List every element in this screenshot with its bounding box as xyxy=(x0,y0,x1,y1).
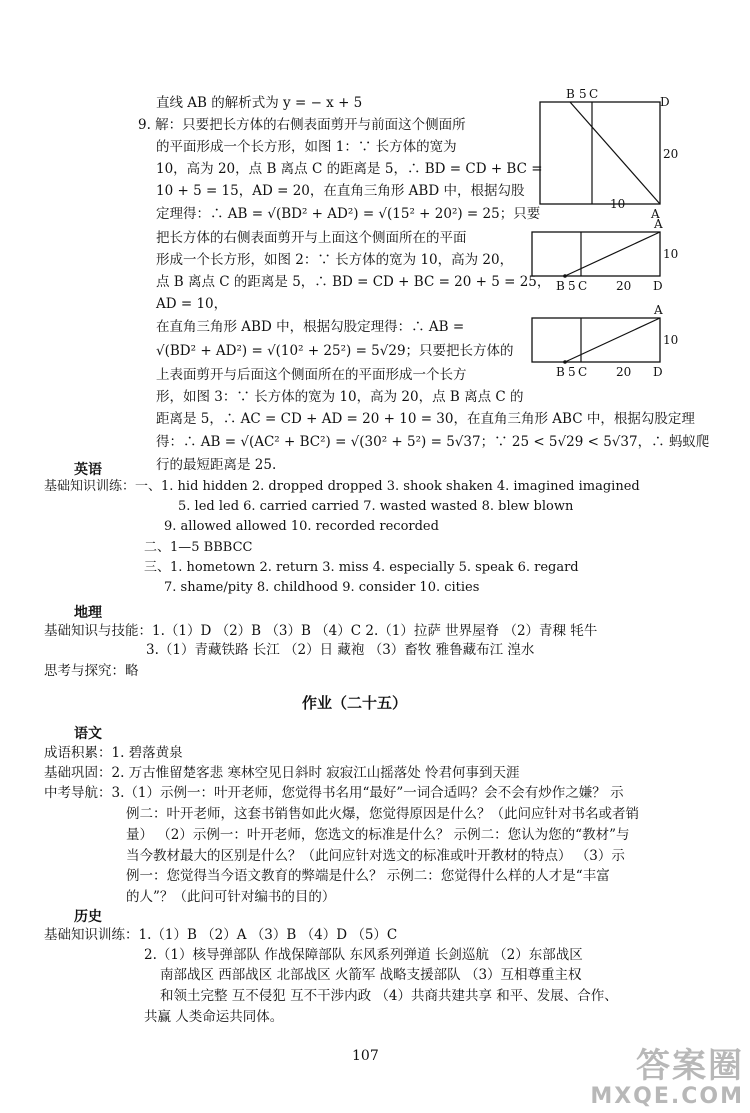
figure-3-svg xyxy=(530,303,680,384)
fig2-label-a: A xyxy=(654,217,663,231)
math-line-15: 得：∴ AB = √(AC² + BC²) = √(30² + 5²) = 5√37；∵ 25 < 5√29 < 5√37，∴ 蚂蚁爬 xyxy=(156,434,710,450)
math-line-14: 距离是 5，∴ AC = CD + AD = 20 + 10 = 30，在直角三角形 ABC 中，根据勾股定理 xyxy=(156,411,695,427)
math-line-1: 9. 解：只要把长方体的右侧表面剪开与前面这个侧面所 xyxy=(138,117,466,133)
chinese-line-2: 基础巩固：2. 万古惟留楚客悲 寒林空见日斜时 寂寂江山摇落处 怜君何事到天涯 xyxy=(44,765,520,781)
fig1-label-c: C xyxy=(589,87,599,101)
chinese-line-8: 的人”？（此问可针对编书的目的） xyxy=(126,889,336,905)
math-line-12: 上表面剪开与后面这个侧面所在的平面形成一个长方 xyxy=(156,367,467,383)
english-line-3: 9. allowed allowed 10. recorded recorded xyxy=(164,519,439,534)
history-line-5: 共赢 人类命运共同体。 xyxy=(144,1009,284,1025)
watermark-logo xyxy=(590,1048,744,1109)
math-line-3: 10，高为 20，点 B 离点 C 的距离是 5，∴ BD = CD + BC = xyxy=(156,161,543,177)
fig2-label-b: B xyxy=(556,279,565,293)
fig2-label-c: C xyxy=(578,279,588,293)
math-line-8: 点 B 离点 C 的距离是 5，∴ BD = CD + BC = 20 + 5 = 25， xyxy=(156,274,551,290)
chinese-line-1: 成语积累：1. 碧落黄泉 xyxy=(44,745,183,761)
math-line-0: 直线 AB 的解析式为 y = − x + 5 xyxy=(156,95,363,111)
fig3-label-5: 5 xyxy=(568,365,576,379)
history-line-3: 南部战区 西部战区 北部战区 火箭军 战略支援部队 （3）互相尊重主权 xyxy=(160,967,582,983)
fig3-label-10: 10 xyxy=(663,333,679,347)
watermark-text: 答案圈 xyxy=(636,1046,744,1086)
history-line-2: 2.（1）核导弹部队 作战保障部队 东风系列弹道 长剑巡航 （2）东部战区 xyxy=(144,947,583,963)
fig1-label-20: 20 xyxy=(663,147,679,161)
figure-2-svg xyxy=(530,218,680,296)
figure-3 xyxy=(530,303,680,384)
math-line-2: 的平面形成一个长方形，如图 1：∵ 长方体的宽为 xyxy=(156,139,457,155)
watermark-url: MXQE.COM xyxy=(590,1084,744,1109)
fig1-label-10: 10 xyxy=(610,197,626,211)
math-line-4: 10 + 5 = 15，AD = 20，在直角三角形 ABD 中，根据勾股 xyxy=(156,183,525,199)
fig3-label-b: B xyxy=(556,365,565,379)
history-heading: 历史 xyxy=(74,909,102,925)
fig1-label-b: B xyxy=(566,87,575,101)
fig2-label-d: D xyxy=(653,279,663,293)
chinese-line-4: 例二：叶开老师，这套书销售如此火爆，您觉得原因是什么？（此问应针对书名或者销 xyxy=(126,806,639,822)
history-line-1: 基础知识训练：1.（1）B （2）A （3）B （4）D （5）C xyxy=(44,927,398,943)
math-line-6: 把长方体的右侧表面剪开与上面这个侧面所在的平面 xyxy=(156,230,467,246)
geography-line-3: 思考与探究：略 xyxy=(44,663,139,679)
english-heading: 英语 xyxy=(74,462,102,478)
chinese-line-7: 例一：您觉得当今语文教育的弊端是什么？ 示例二：您觉得什么样的人才是“丰富 xyxy=(126,868,610,884)
fig1-label-a: A xyxy=(651,207,660,221)
geography-line-1: 基础知识与技能：1.（1）D （2）B （3）B （4）C 2.（1）拉萨 世界屋脊 （2）青稞 牦牛 xyxy=(44,623,598,639)
english-line-4: 二、1—5 BBBCC xyxy=(144,540,253,555)
fig1-label-d: D xyxy=(660,95,670,109)
english-line-5: 三、1. hometown 2. return 3. miss 4. especially 5. speak 6. regard xyxy=(144,560,579,575)
figure-1 xyxy=(530,86,680,221)
history-line-4: 和领土完整 互不侵犯 互不干涉内政 （4）共商共建共享 和平、发展、合作、 xyxy=(160,988,618,1004)
geography-heading: 地理 xyxy=(74,605,102,621)
fig3-label-d: D xyxy=(653,365,663,379)
fig3-label-20: 20 xyxy=(616,365,632,379)
chinese-line-3: 中考导航：3.（1）示例一：叶开老师，您觉得书名用“最好”一词合适吗？会不会有炒作之嫌？ 示 xyxy=(44,785,624,801)
math-line-9: AD = 10， xyxy=(156,296,228,312)
math-line-11: √(BD² + AD²) = √(10² + 25²) = 5√29；只要把长方体的 xyxy=(156,343,514,359)
math-line-7: 形成一个长方形，如图 2：∵ 长方体的宽为 10，高为 20， xyxy=(156,252,514,268)
math-line-10: 在直角三角形 ABD 中，根据勾股定理得：∴ AB = xyxy=(156,319,465,335)
math-line-5: 定理得：∴ AB = √(BD² + AD²) = √(15² + 20²) = 25；只要 xyxy=(156,206,541,222)
fig2-label-10: 10 xyxy=(663,247,679,261)
english-line-1: 基础知识训练：一、1. hid hidden 2. dropped dropped 3. shook shaken 4. imagined imagined xyxy=(44,479,640,494)
fig3-label-a: A xyxy=(654,303,663,317)
chinese-heading: 语文 xyxy=(74,726,102,742)
fig2-label-5: 5 xyxy=(568,279,576,293)
chinese-line-6: 当今教材最大的区别是什么？（此问应针对选文的标准或叶开教材的特点） （3）示 xyxy=(126,848,625,864)
fig1-label-5: 5 xyxy=(579,87,587,101)
english-line-2: 5. led led 6. carried carried 7. wasted wasted 8. blew blown xyxy=(178,499,574,514)
figure-1-svg xyxy=(530,86,680,221)
fig3-label-c: C xyxy=(578,365,588,379)
section-title: 作业（二十五） xyxy=(302,694,408,712)
geography-line-2: 3.（1）青藏铁路 长江 （2）日 藏袍 （3）畜牧 雅鲁藏布江 湟水 xyxy=(146,642,535,658)
figure-2 xyxy=(530,218,680,296)
math-line-13: 形，如图 3：∵ 长方体的宽为 10，高为 20，点 B 离点 C 的 xyxy=(156,389,524,405)
english-line-6: 7. shame/pity 8. childhood 9. consider 10. cities xyxy=(164,580,480,595)
fig2-label-20: 20 xyxy=(616,279,632,293)
math-line-16: 行的最短距离是 25. xyxy=(156,457,277,473)
page-number: 107 xyxy=(352,1048,379,1064)
chinese-line-5: 量） （2）示例一：叶开老师，您选文的标准是什么？ 示例二：您认为您的“教材”与 xyxy=(126,827,630,843)
